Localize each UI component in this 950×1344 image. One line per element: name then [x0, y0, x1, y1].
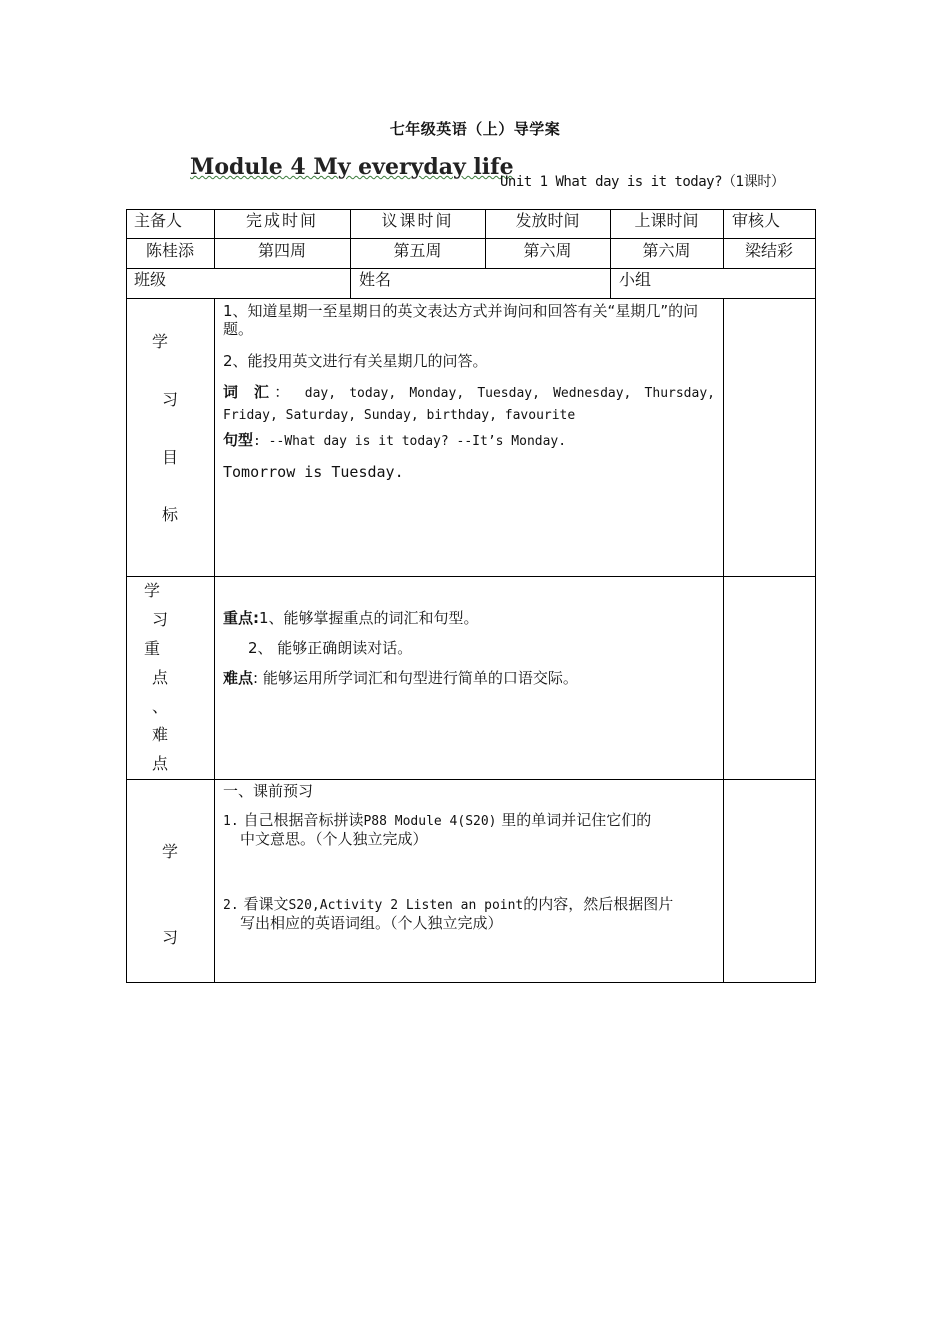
sentence-pattern-line: 句型: --What day is it today? --It’s Monday.: [223, 431, 567, 449]
document-title: 七年级英语（上）导学案: [389, 120, 561, 138]
preview-task-2: 2. 看课文S20,Activity 2 Listen an point的内容，然后根据图片: [223, 895, 674, 913]
header-cell-review-time: 议课时间: [381, 211, 454, 230]
value-cell-review-time: 第五周: [393, 241, 442, 260]
value-cell-preparer: 陈桂添: [145, 241, 194, 260]
class-label: 班级: [134, 270, 167, 289]
header-cell-class-time: 上课时间: [634, 211, 699, 230]
objective-1: 1、知道星期一至星期日的英文表达方式并询问和回答有关“星期几”的问题。: [223, 302, 699, 338]
sentence-pattern-line-2: Tomorrow is Tuesday.: [223, 463, 404, 481]
key-point-2: 2、 能够正确朗读对话。: [248, 639, 413, 657]
preview-task-2-cont: 写出相应的英语词组。（个人独立完成）: [240, 914, 503, 932]
objective-2: 2、能投用英文进行有关星期几的问答。: [223, 352, 488, 370]
header-cell-issue-time: 发放时间: [515, 211, 580, 230]
value-cell-issue-time: 第六周: [523, 241, 572, 260]
difficulty-point: 难点: 能够运用所学词汇和句型进行简单的口语交际。: [223, 669, 578, 687]
header-cell-preparer: 主备人: [134, 211, 183, 230]
name-label: 姓名: [359, 270, 392, 289]
group-label: 小组: [619, 270, 652, 289]
header-cell-reviewer: 审核人: [732, 211, 781, 230]
preview-task-1-cont: 中文意思。（个人独立完成）: [240, 830, 428, 848]
preview-section-heading: 一、课前预习: [223, 782, 314, 800]
vocabulary-line: 词 汇： day, today, Monday, Tuesday, Wednesday, Thursday, Friday, Saturday, Sunday, birthday, favourite: [223, 383, 715, 423]
value-cell-reviewer: 梁结彩: [744, 241, 793, 260]
unit-title: Unit 1 What day is it today?（1课时）: [500, 174, 785, 190]
header-cell-complete-time: 完成时间: [245, 211, 318, 230]
value-cell-complete-time: 第四周: [257, 241, 306, 260]
key-point-1: 重点:1、能够掌握重点的词汇和句型。: [223, 609, 479, 627]
module-title: Module 4 My everyday life: [190, 154, 514, 180]
value-cell-class-time: 第六周: [642, 241, 691, 260]
preview-task-1: 1. 自己根据音标拼读P88 Module 4(S20) 里的单词并记住它们的: [223, 811, 652, 829]
